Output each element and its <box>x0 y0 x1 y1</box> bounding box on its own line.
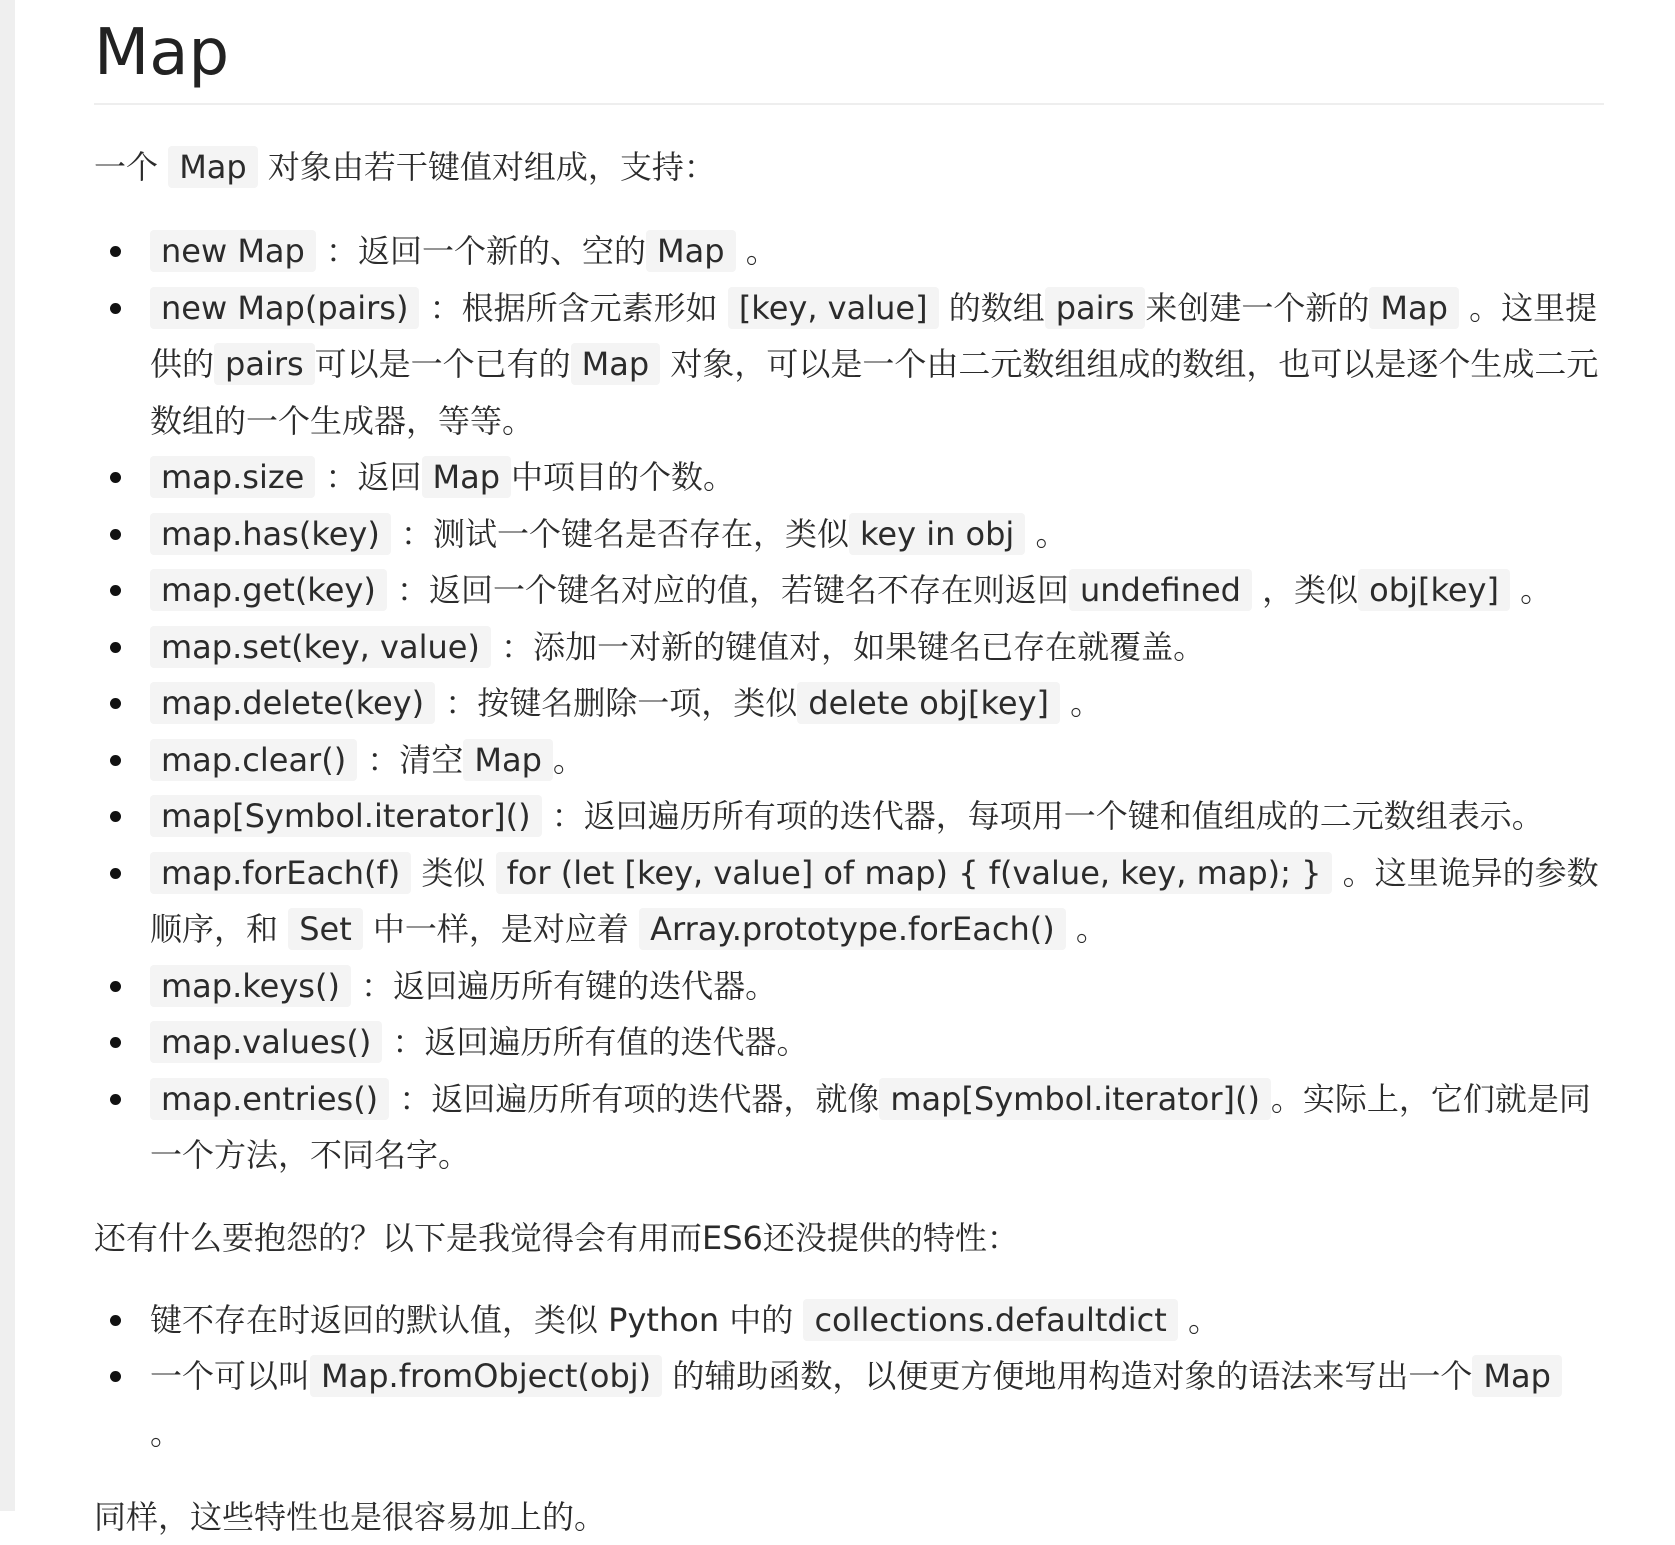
item-text: 。 <box>1187 1300 1220 1339</box>
item-text: ，类似 <box>1262 571 1359 609</box>
item-text: 。 <box>150 1413 183 1452</box>
inline-code: map.clear() <box>150 739 357 781</box>
inline-code: map.forEach(f) <box>150 852 411 894</box>
item-text: 对象，可以是一个由二元数组组成的数组，也可以是逐个生成二元数组的一个生成器，等等。 <box>150 345 1599 440</box>
features-list <box>94 1292 1604 1462</box>
inline-code: map.size <box>150 456 315 498</box>
item-text: 键不存在时返回的默认值，类似 Python 中的 <box>150 1300 794 1339</box>
item-text: 。 <box>1070 684 1103 722</box>
item-text: 。实际上，它们就是同一个方法，不同名字。 <box>150 1079 1591 1174</box>
inline-code: map.has(key) <box>150 513 391 555</box>
list-item <box>94 280 1604 450</box>
item-text: ：根据所含元素形如 <box>429 288 718 327</box>
inline-code: obj[key] <box>1358 569 1510 611</box>
title-divider <box>94 103 1604 105</box>
inline-code: new Map(pairs) <box>150 287 419 329</box>
intro-text: 对象由若干键值对组成，支持： <box>267 148 716 186</box>
item-text: 。这里诡异的参数顺序，和 <box>150 853 1599 948</box>
inline-code: map.get(key) <box>150 569 387 611</box>
item-text: 来创建一个新的 <box>1145 288 1370 327</box>
inline-code: key in obj <box>849 513 1025 555</box>
item-text: ：返回遍历所有项的迭代器，就像 <box>399 1079 880 1118</box>
inline-code: map.delete(key) <box>150 682 435 724</box>
item-text: 。 <box>1520 571 1553 609</box>
inline-code: map.set(key, value) <box>150 626 491 668</box>
list-item <box>94 449 1604 506</box>
item-text: ：返回 <box>325 458 422 496</box>
item-text: 一个可以叫 <box>150 1357 311 1395</box>
page-title: Map <box>94 16 230 90</box>
item-text: ：返回一个新的、空的 <box>326 232 647 270</box>
closing-paragraph: 同样，这些特性也是很容易加上的。 <box>94 1498 607 1536</box>
list-item <box>94 958 1604 1015</box>
item-text: 类似 <box>421 853 486 892</box>
inline-code: pairs <box>1045 287 1146 329</box>
inline-code: pairs <box>214 343 315 385</box>
item-text: ：按键名删除一项，类似 <box>445 684 798 722</box>
inline-code: map.entries() <box>150 1078 389 1120</box>
inline-code: Map <box>571 343 661 385</box>
item-text: ：返回遍历所有值的迭代器。 <box>392 1023 809 1061</box>
list-item <box>94 1014 1604 1071</box>
item-text: ：添加一对新的键值对，如果键名已存在就覆盖。 <box>501 627 1206 666</box>
item-text: ：清空 <box>367 740 464 779</box>
inline-code: Map.fromObject(obj) <box>310 1355 662 1397</box>
inline-code: for (let [key, value] of map) { f(value, key, map); } <box>496 852 1333 894</box>
inline-code: Map <box>1369 287 1459 329</box>
inline-code: Map <box>168 146 258 188</box>
inline-code: map[Symbol.iterator]() <box>879 1078 1271 1120</box>
list-item <box>94 1292 1604 1349</box>
inline-code: Map <box>422 456 512 498</box>
item-text: ：测试一个键名是否存在，类似 <box>400 514 849 553</box>
item-text: 中一样，是对应着 <box>372 910 629 948</box>
list-item <box>94 619 1604 676</box>
list-item <box>94 1071 1604 1184</box>
methods-list <box>94 223 1604 1184</box>
inline-code: collections.defaultdict <box>803 1299 1177 1341</box>
document <box>94 0 1604 1545</box>
item-text: 。 <box>1035 514 1068 553</box>
item-text: 的辅助函数，以便更方便地用构造对象的语法来写出一个 <box>672 1357 1473 1395</box>
item-text: ：返回遍历所有键的迭代器。 <box>361 966 778 1005</box>
inline-code: undefined <box>1069 569 1252 611</box>
list-item <box>94 562 1604 619</box>
list-item <box>94 1348 1604 1461</box>
inline-code: Map <box>646 230 736 272</box>
left-rail <box>0 0 15 1511</box>
item-text: ：返回一个键名对应的值，若键名不存在则返回 <box>396 571 1069 609</box>
inline-code: new Map <box>150 230 316 272</box>
inline-code: Array.prototype.forEach() <box>639 908 1066 950</box>
inline-code: map.values() <box>150 1021 382 1063</box>
inline-code: map.keys() <box>150 965 351 1007</box>
item-text: 。 <box>552 740 585 779</box>
list-item <box>94 845 1604 958</box>
item-text: 的数组 <box>948 288 1045 327</box>
inline-code: map[Symbol.iterator]() <box>150 795 542 837</box>
intro-paragraph <box>94 139 1604 195</box>
list-item <box>94 732 1604 789</box>
item-text: 。这里提供的 <box>150 288 1598 383</box>
complaint-paragraph: 还有什么要抱怨的？以下是我觉得会有用而ES6还没提供的特性： <box>94 1218 1019 1257</box>
list-item <box>94 223 1604 280</box>
inline-code: Set <box>288 908 363 950</box>
item-text: 可以是一个已有的 <box>314 345 571 383</box>
inline-code: Map <box>463 739 553 781</box>
inline-code: Map <box>1472 1355 1562 1397</box>
item-text: 。 <box>1075 910 1108 948</box>
inline-code: [key, value] <box>728 287 939 329</box>
inline-code: delete obj[key] <box>797 682 1060 724</box>
item-text: 中项目的个数。 <box>511 458 736 496</box>
list-item <box>94 675 1604 732</box>
list-item <box>94 506 1604 563</box>
intro-text: 一个 <box>94 148 159 186</box>
list-item <box>94 788 1604 845</box>
item-text: ：返回遍历所有项的迭代器，每项用一个键和值组成的二元数组表示。 <box>551 797 1544 835</box>
item-text: 。 <box>745 232 778 270</box>
